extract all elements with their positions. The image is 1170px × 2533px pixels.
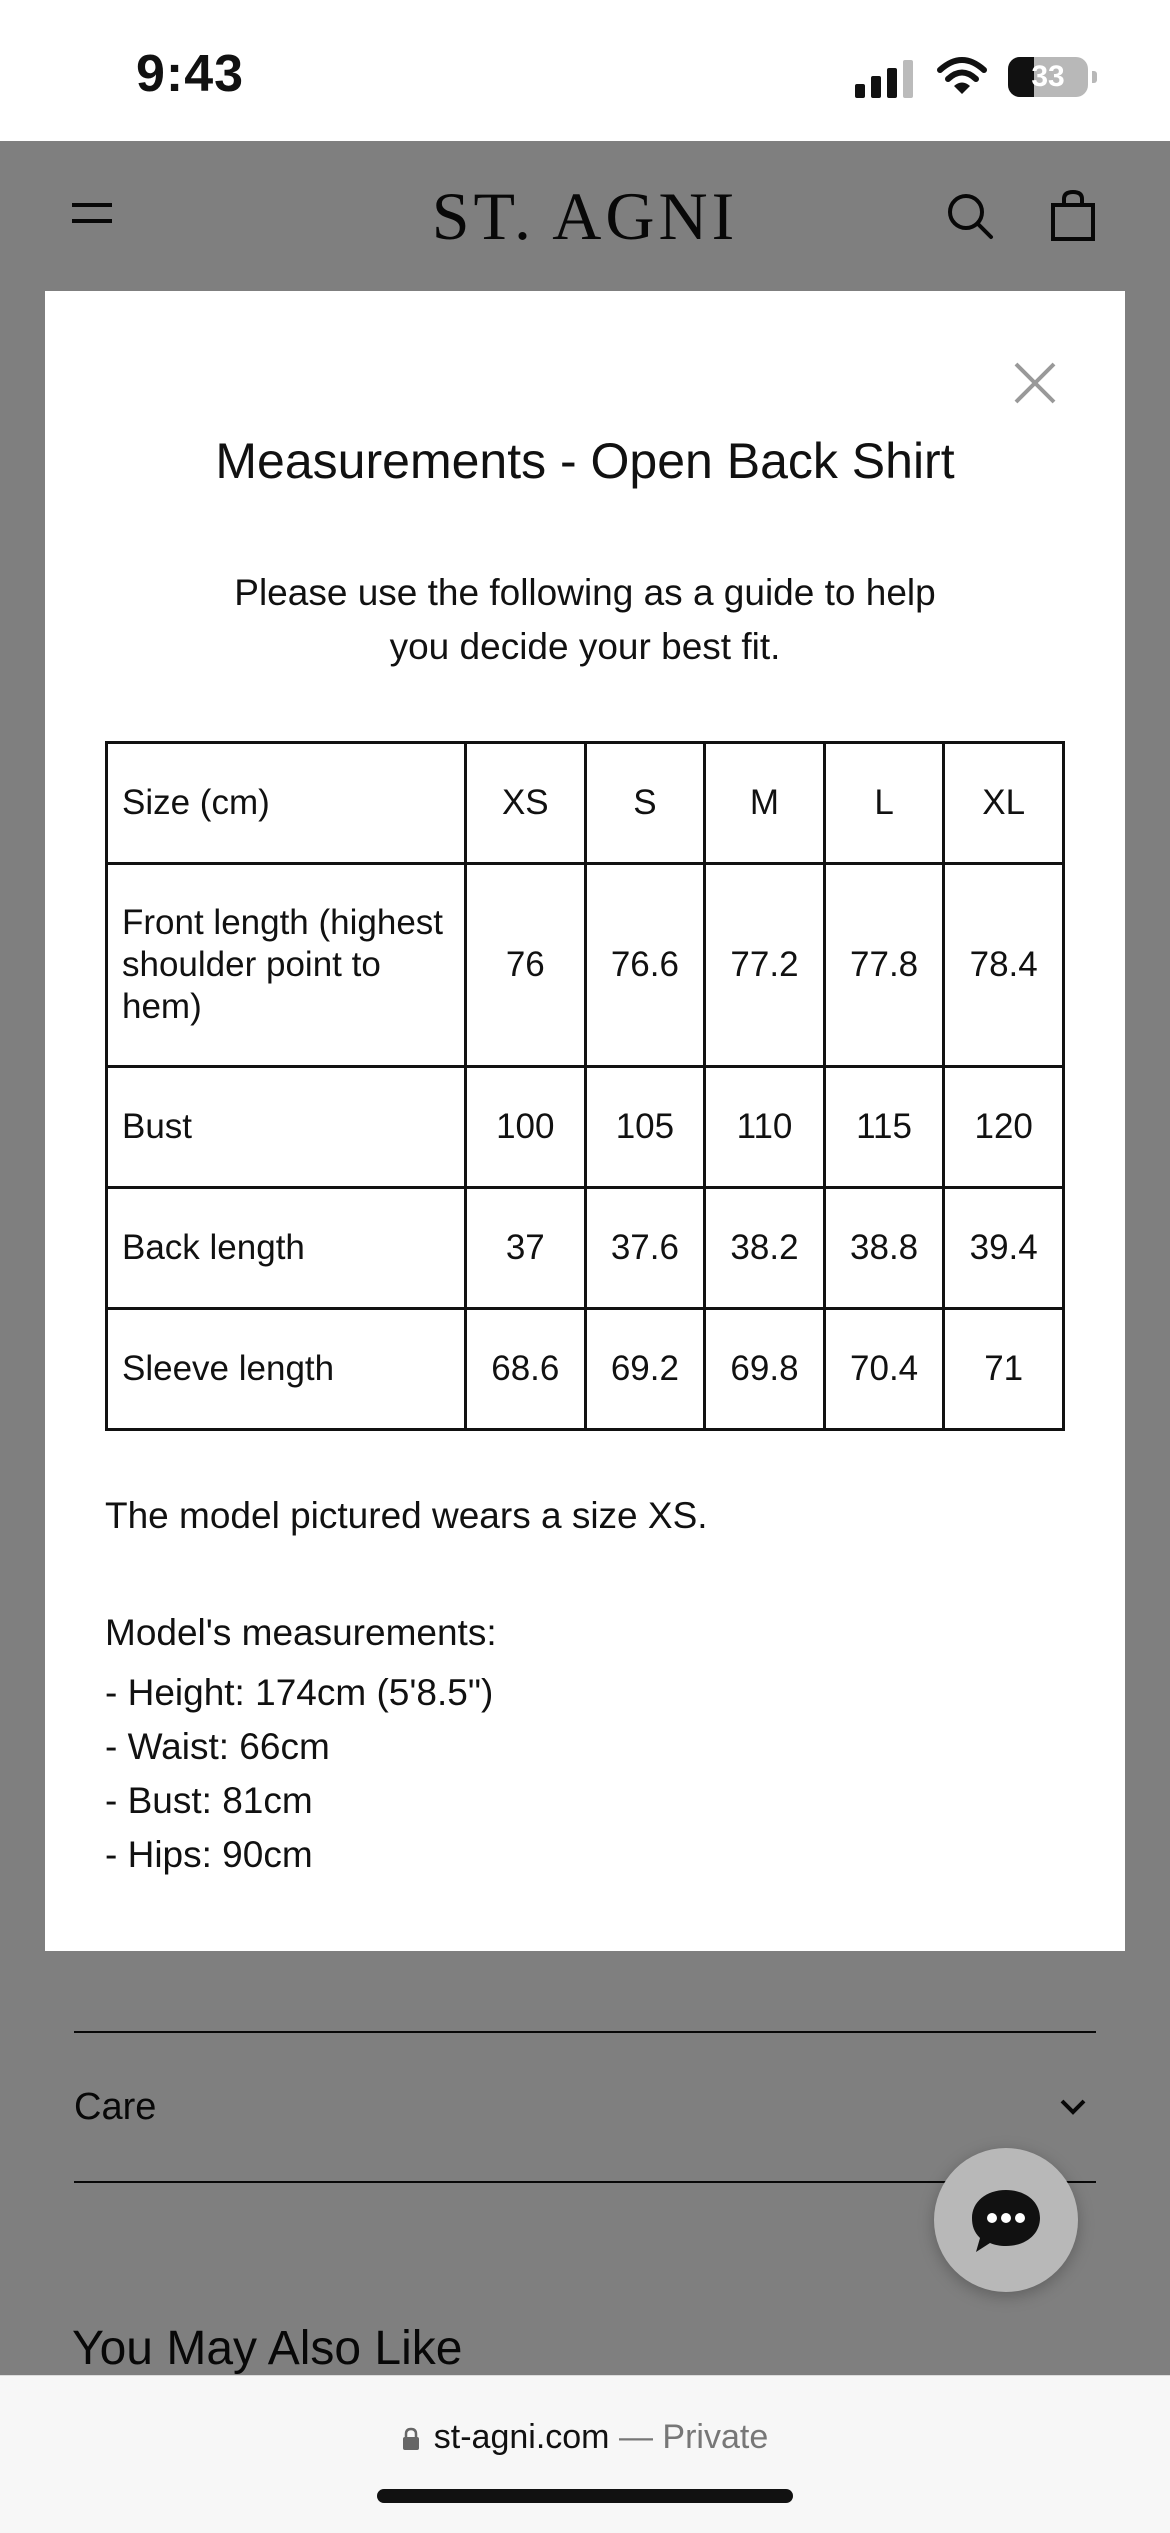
model-measurements-list xyxy=(105,1666,493,1882)
table-cell: Sleeve length xyxy=(107,1309,466,1430)
url-separator: — xyxy=(618,2418,653,2456)
table-cell: 69.2 xyxy=(585,1309,705,1430)
table-header-cell: Size (cm) xyxy=(107,743,466,864)
chat-bubble-icon xyxy=(968,2186,1044,2256)
url-display[interactable] xyxy=(0,2418,1170,2457)
list-item: - Height: 174cm (5'8.5") xyxy=(105,1672,494,1713)
table-header-cell: S xyxy=(585,743,705,864)
chat-button[interactable] xyxy=(934,2148,1078,2292)
model-measurements-heading: Model's measurements: xyxy=(105,1612,497,1653)
table-header-row xyxy=(107,743,1064,864)
table-cell: Front length (highest shoulder point to hem) xyxy=(107,864,466,1067)
table-row xyxy=(107,864,1064,1067)
list-item: - Waist: 66cm xyxy=(105,1726,330,1767)
table-cell: 38.2 xyxy=(705,1188,825,1309)
cellular-signal-icon xyxy=(855,58,915,98)
table-row xyxy=(107,1067,1064,1188)
table-cell: 77.8 xyxy=(824,864,944,1067)
table-header-cell: XS xyxy=(466,743,586,864)
table-cell: 70.4 xyxy=(824,1309,944,1430)
table-cell: 76.6 xyxy=(585,864,705,1067)
table-cell: 110 xyxy=(705,1067,825,1188)
table-cell: 71 xyxy=(944,1309,1064,1430)
modal-intro: Please use the following as a guide to help you decide your best fit. xyxy=(234,572,936,667)
table-cell: Back length xyxy=(107,1188,466,1309)
table-cell: 105 xyxy=(585,1067,705,1188)
model-size-note: The model pictured wears a size XS. xyxy=(105,1495,708,1536)
battery-level: 33 xyxy=(1031,60,1065,93)
table-cell: 115 xyxy=(824,1067,944,1188)
private-mode-label: Private xyxy=(662,2418,769,2456)
table-header-cell: L xyxy=(824,743,944,864)
battery-icon xyxy=(1008,57,1088,97)
table-cell: 78.4 xyxy=(944,864,1064,1067)
size-chart-table xyxy=(105,741,1065,1431)
lock-icon xyxy=(402,2427,420,2451)
table-cell: 37 xyxy=(466,1188,586,1309)
table-cell: 76 xyxy=(466,864,586,1067)
table-cell: 68.6 xyxy=(466,1309,586,1430)
wifi-icon xyxy=(937,54,987,98)
table-header-cell: XL xyxy=(944,743,1064,864)
list-item: - Hips: 90cm xyxy=(105,1834,313,1875)
table-cell: 38.8 xyxy=(824,1188,944,1309)
table-cell: 69.8 xyxy=(705,1309,825,1430)
status-bar xyxy=(0,0,1170,141)
table-cell: 100 xyxy=(466,1067,586,1188)
list-item: - Bust: 81cm xyxy=(105,1780,313,1821)
table-row xyxy=(107,1309,1064,1430)
table-row xyxy=(107,1188,1064,1309)
close-icon[interactable] xyxy=(1010,358,1060,408)
url-domain: st-agni.com xyxy=(433,2418,610,2456)
table-cell: 37.6 xyxy=(585,1188,705,1309)
table-cell: 39.4 xyxy=(944,1188,1064,1309)
modal-title: Measurements - Open Back Shirt xyxy=(215,433,955,489)
table-cell: 77.2 xyxy=(705,864,825,1067)
table-cell: Bust xyxy=(107,1067,466,1188)
table-header-cell: M xyxy=(705,743,825,864)
status-time: 9:43 xyxy=(136,45,245,103)
table-cell: 120 xyxy=(944,1067,1064,1188)
home-indicator[interactable] xyxy=(377,2489,793,2503)
browser-address-bar[interactable] xyxy=(0,2375,1170,2533)
